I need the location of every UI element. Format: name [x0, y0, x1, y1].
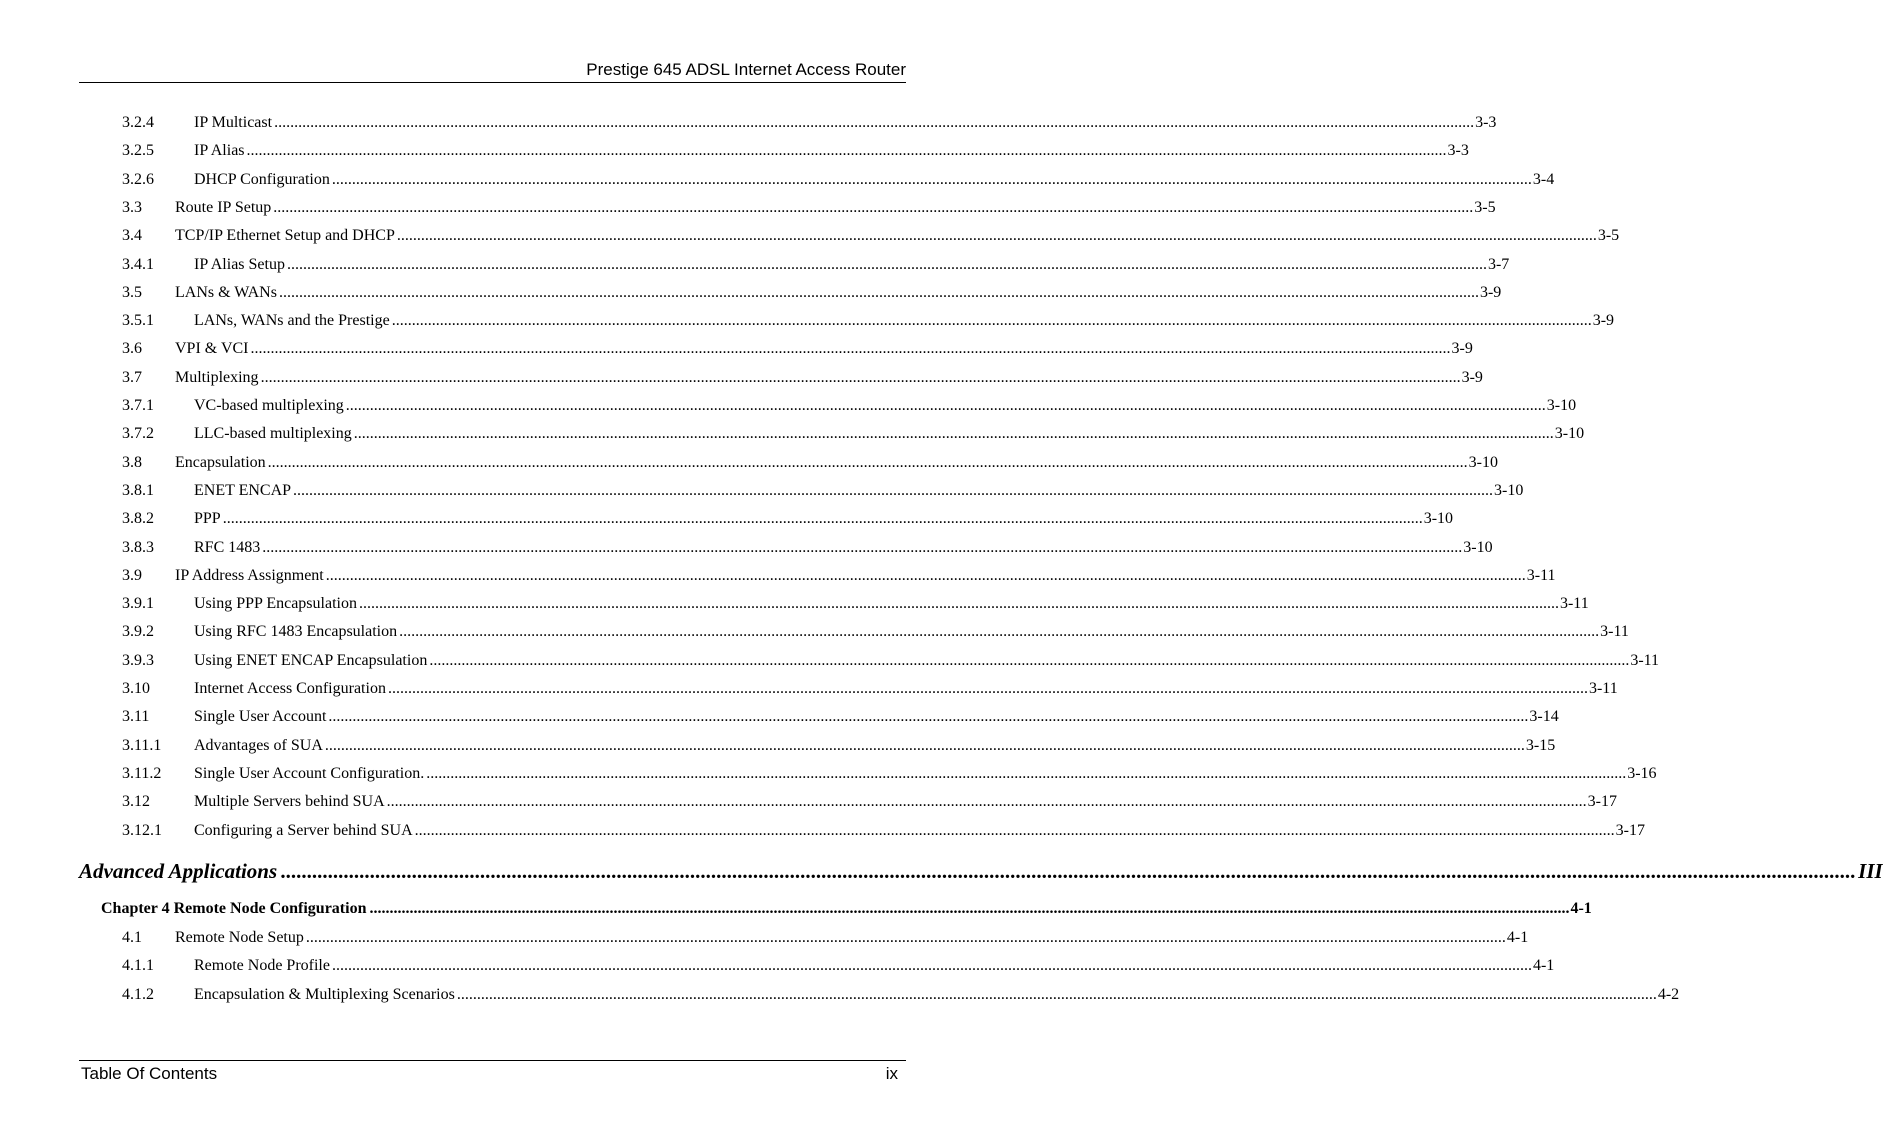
toc-entry[interactable] — [0, 395, 1577, 417]
toc-entry-title: IP Alias Setup — [194, 255, 285, 273]
dot-leader: ............................................................................................................................................................................................................................................................................................................ — [305, 929, 1506, 946]
toc-entry-title: Configuring a Server behind SUA — [194, 821, 413, 839]
toc-entry-title: DHCP Configuration — [194, 170, 330, 188]
toc-entry-line — [194, 310, 1615, 332]
toc-entry-line — [194, 112, 1497, 134]
footer-section-title: Table Of Contents — [81, 1064, 218, 1083]
toc-entry-number: 3.4 — [122, 227, 142, 245]
toc-entry[interactable] — [0, 169, 1555, 191]
footer-page-number: ix — [885, 1064, 898, 1083]
toc-entry[interactable] — [0, 367, 1483, 389]
toc-entry-number: 4.1.1 — [122, 957, 154, 975]
toc-entry-number: 3.12 — [122, 793, 150, 811]
toc-entry-title: Route IP Setup — [175, 198, 272, 216]
toc-entry-number: 3.8.1 — [122, 481, 154, 499]
dot-leader: ............................................................................................................................................................................................................................................................................................................ — [429, 651, 1630, 669]
toc-entry-page: 3-9 — [1592, 312, 1615, 330]
toc-entry-line — [194, 735, 1556, 757]
dot-leader: ............................................................................................................................................................................................................................................................................................................ — [250, 340, 1451, 358]
chapter-page: 4-1 — [1570, 900, 1592, 917]
header-rule — [79, 82, 906, 83]
toc-entry-page: 3-11 — [1630, 651, 1660, 669]
toc-entry-page: 3-14 — [1529, 708, 1559, 726]
dot-leader: ............................................................................................................................................................................................................................................................................................................ — [328, 708, 1529, 726]
toc-entry-number: 3.5 — [122, 283, 142, 301]
toc-entry-title: IP Address Assignment — [175, 566, 324, 584]
toc-entry-page: 3-11 — [1526, 566, 1556, 584]
dot-leader: ............................................................................................................................................................................................................................................................................................................ — [396, 227, 1597, 245]
toc-entry[interactable] — [0, 820, 1645, 842]
toc-entry-title: LANs & WANs — [175, 283, 277, 301]
toc-entry-number: 3.11.2 — [122, 764, 162, 782]
toc-entry-number: 3.7.1 — [122, 397, 154, 414]
toc-entry[interactable] — [0, 282, 1502, 304]
toc-entry-number: 3.2.5 — [122, 142, 154, 160]
toc-entry-page: 3-16 — [1627, 764, 1657, 782]
dot-leader: ............................................................................................................................................................................................................................................................................................................ — [387, 680, 1588, 697]
dot-leader: ............................................................................................................................................................................................................................................................................................................ — [369, 900, 1570, 917]
toc-entry-page: 3-5 — [1597, 227, 1620, 245]
toc-entry-title: LANs, WANs and the Prestige — [194, 312, 390, 330]
toc-entry-number: 3.11 — [122, 708, 150, 726]
toc-entry-page: 3-5 — [1474, 198, 1496, 216]
toc-entry[interactable] — [0, 508, 1454, 530]
toc-entry-line — [194, 423, 1585, 445]
toc-entry[interactable] — [0, 338, 1473, 360]
part-page: III — [1858, 859, 1883, 883]
toc-entry-line — [194, 678, 1618, 700]
toc-entry-page: 3-9 — [1461, 368, 1483, 386]
toc-entry[interactable] — [0, 593, 1589, 615]
toc-entry[interactable] — [0, 650, 1660, 672]
dot-leader: ............................................................................................................................................................................................................................................................................................................ — [391, 312, 1592, 330]
toc-entry-number: 3.11.1 — [122, 736, 162, 754]
toc-entry-line — [194, 140, 1469, 162]
dot-leader: ............................................................................................................................................................................................................................................................................................................ — [386, 793, 1587, 811]
toc-entry-title: Multiplexing — [175, 368, 259, 386]
toc-entry[interactable] — [0, 423, 1585, 445]
toc-entry-page: 3-11 — [1559, 595, 1589, 613]
toc-entry-title: ENET ENCAP — [194, 481, 292, 499]
toc-entry[interactable] — [0, 452, 1498, 474]
toc-entry-title: Advantages of SUA — [194, 736, 323, 754]
dot-leader: ............................................................................................................................................................................................................................................................................................................ — [267, 453, 1468, 471]
toc-entry-number: 3.10 — [122, 680, 150, 697]
toc-entry-page: 3-9 — [1451, 340, 1473, 358]
toc-entry-title: Using ENET ENCAP Encapsulation — [194, 651, 428, 669]
toc-entry[interactable] — [0, 565, 1556, 587]
dot-leader: ............................................................................................................................................................................................................................................................................................................ — [426, 764, 1627, 782]
dot-leader: ............................................................................................................................................................................................................................................................................................................ — [286, 255, 1487, 273]
toc-entry-title: Internet Access Configuration — [194, 680, 386, 697]
toc-entry-page: 3-10 — [1463, 538, 1493, 556]
toc-entry-line — [194, 395, 1577, 417]
toc-entry-number: 3.8.3 — [122, 538, 154, 556]
toc-entry-line — [194, 508, 1454, 530]
toc-entry-page: 3-10 — [1423, 510, 1454, 528]
toc-entry[interactable] — [0, 254, 1510, 276]
toc-entry-number: 3.12.1 — [122, 821, 162, 839]
dot-leader: ............................................................................................................................................................................................................................................................................................................ — [281, 859, 1857, 883]
toc-entry-number: 3.2.6 — [122, 170, 154, 188]
toc-entry-title: Remote Node Profile — [194, 957, 330, 975]
toc-entry[interactable] — [0, 140, 1469, 162]
part-heading[interactable] — [79, 856, 1883, 886]
toc-entry-page: 4-1 — [1506, 929, 1529, 946]
toc-entry-page: 3-11 — [1600, 623, 1629, 641]
toc-entry-number: 3.7 — [122, 368, 142, 386]
toc-entry[interactable] — [0, 735, 1556, 757]
toc-entry-number: 3.9.1 — [122, 595, 154, 613]
toc-entry-line — [194, 593, 1589, 615]
dot-leader: ............................................................................................................................................................................................................................................................................................................ — [324, 736, 1525, 754]
toc-entry-line — [175, 225, 1620, 247]
toc-entry-title: Encapsulation & Multiplexing Scenarios — [194, 985, 455, 1003]
toc-entry-page: 3-11 — [1588, 680, 1618, 697]
toc-entry-title: LLC-based multiplexing — [194, 425, 352, 443]
toc-entry-title: VPI & VCI — [175, 340, 249, 358]
dot-leader: ............................................................................................................................................................................................................................................................................................................ — [358, 595, 1559, 613]
toc-entry-title: VC-based multiplexing — [194, 397, 344, 414]
toc-entry[interactable] — [0, 791, 1617, 813]
toc-entry-page: 4-1 — [1532, 957, 1555, 975]
toc-entry[interactable] — [0, 763, 1657, 785]
dot-leader: ............................................................................................................................................................................................................................................................................................................ — [273, 198, 1474, 216]
toc-entry-title: Remote Node Setup — [175, 929, 304, 946]
toc-entry-number: 3.2.4 — [122, 114, 154, 131]
toc-entry-page: 3-10 — [1554, 425, 1585, 443]
dot-leader: ............................................................................................................................................................................................................................................................................................................ — [399, 623, 1600, 641]
toc-entry-page: 3-3 — [1447, 142, 1469, 160]
toc-entry-title: Multiple Servers behind SUA — [194, 793, 385, 811]
toc-entry[interactable] — [0, 678, 1618, 700]
dot-leader: ............................................................................................................................................................................................................................................................................................................ — [293, 481, 1494, 499]
toc-entry-title: IP Multicast — [194, 114, 273, 131]
toc-entry[interactable] — [0, 955, 1555, 977]
toc-entry-title: RFC 1483 — [194, 538, 261, 556]
toc-entry-number: 3.9 — [122, 566, 142, 584]
dot-leader: ............................................................................................................................................................................................................................................................................................................ — [260, 368, 1461, 386]
toc-entry-number: 3.8.2 — [122, 510, 154, 528]
toc-entry-line — [194, 621, 1629, 643]
toc-entry-line — [175, 367, 1483, 389]
chapter-title: Chapter 4 Remote Node Configuration — [101, 900, 367, 917]
toc-entry-number: 3.8 — [122, 453, 142, 471]
toc-entry-title: Single User Account Configuration. — [194, 764, 425, 782]
part-title: Advanced Applications — [79, 859, 278, 883]
dot-leader: ............................................................................................................................................................................................................................................................................................................ — [414, 821, 1615, 839]
toc-entry-line — [175, 452, 1498, 474]
toc-entry-title: PPP — [194, 510, 221, 528]
toc-entry-line — [175, 338, 1473, 360]
toc-entry-number: 3.9.2 — [122, 623, 154, 641]
toc-entry-line — [194, 650, 1660, 672]
dot-leader: ............................................................................................................................................................................................................................................................................................................ — [246, 142, 1447, 160]
toc-entry-line — [194, 955, 1555, 977]
toc-entry[interactable] — [0, 537, 1493, 559]
toc-entry[interactable] — [0, 621, 1629, 643]
toc-entry-number: 3.7.2 — [122, 425, 154, 443]
toc-entry[interactable] — [0, 984, 1680, 1006]
toc-entry-line — [194, 763, 1657, 785]
toc-entry-line — [194, 169, 1555, 191]
toc-entry-line — [194, 537, 1493, 559]
toc-entry-line — [194, 480, 1524, 502]
toc-entry-line — [175, 282, 1502, 304]
chapter-heading[interactable] — [101, 898, 1592, 920]
dot-leader: ............................................................................................................................................................................................................................................................................................................ — [278, 283, 1479, 301]
toc-entry-number: 4.1 — [122, 929, 142, 946]
toc-entry-page: 3-10 — [1494, 481, 1524, 499]
toc-entry-line — [194, 254, 1510, 276]
toc-entry-page: 3-10 — [1546, 397, 1577, 414]
dot-leader: ............................................................................................................................................................................................................................................................................................................ — [222, 510, 1423, 528]
dot-leader: ............................................................................................................................................................................................................................................................................................................ — [331, 957, 1532, 975]
toc-entry[interactable] — [0, 706, 1559, 728]
dot-leader: ............................................................................................................................................................................................................................................................................................................ — [345, 397, 1546, 414]
toc-entry-page: 3-7 — [1487, 255, 1510, 273]
toc-entry-line — [175, 565, 1556, 587]
toc-entry-page: 3-10 — [1468, 453, 1498, 471]
toc-entry-number: 3.5.1 — [122, 312, 154, 330]
toc-entry[interactable] — [0, 112, 1497, 134]
toc-entry-title: Single User Account — [194, 708, 327, 726]
toc-entry-page: 3-17 — [1615, 821, 1645, 839]
dot-leader: ............................................................................................................................................................................................................................................................................................................ — [274, 114, 1475, 131]
toc-entry-title: Encapsulation — [175, 453, 266, 471]
toc-entry-title: IP Alias — [194, 142, 245, 160]
toc-entry-number: 3.6 — [122, 340, 142, 358]
toc-entry-page: 3-15 — [1525, 736, 1556, 754]
toc-entry[interactable] — [0, 927, 1529, 949]
toc-entry[interactable] — [0, 480, 1524, 502]
toc-entry-title: TCP/IP Ethernet Setup and DHCP — [175, 227, 395, 245]
toc-entry-number: 3.4.1 — [122, 255, 154, 273]
toc-entry-title: Using RFC 1483 Encapsulation — [194, 623, 398, 641]
toc-entry-line — [194, 984, 1680, 1006]
toc-entry-number: 3.3 — [122, 198, 142, 216]
toc-entry-line — [194, 706, 1559, 728]
toc-entry-page: 3-17 — [1587, 793, 1617, 811]
toc-entry-page: 3-4 — [1532, 170, 1555, 188]
toc-entry-line — [194, 791, 1617, 813]
toc-entry-line — [175, 927, 1529, 949]
toc-entry-page: 4-2 — [1657, 985, 1680, 1003]
dot-leader: ............................................................................................................................................................................................................................................................................................................ — [331, 170, 1532, 188]
header-title: Prestige 645 ADSL Internet Access Router — [586, 60, 906, 79]
dot-leader: ............................................................................................................................................................................................................................................................................................................ — [262, 538, 1463, 556]
toc-entry-line — [175, 197, 1496, 219]
footer-rule — [79, 1060, 906, 1061]
toc-entry-page: 3-9 — [1479, 283, 1502, 301]
toc-entry[interactable] — [0, 225, 1620, 247]
dot-leader: ............................................................................................................................................................................................................................................................................................................ — [456, 985, 1657, 1003]
toc-entry-page: 3-3 — [1475, 114, 1497, 131]
toc-entry[interactable] — [0, 197, 1496, 219]
toc-entry-number: 3.9.3 — [122, 651, 154, 669]
toc-entry-number: 4.1.2 — [122, 985, 154, 1003]
dot-leader: ............................................................................................................................................................................................................................................................................................................ — [325, 566, 1526, 584]
toc-entry-title: Using PPP Encapsulation — [194, 595, 357, 613]
toc-entry[interactable] — [0, 310, 1615, 332]
toc-entry-line — [194, 820, 1645, 842]
dot-leader: ............................................................................................................................................................................................................................................................................................................ — [353, 425, 1554, 443]
